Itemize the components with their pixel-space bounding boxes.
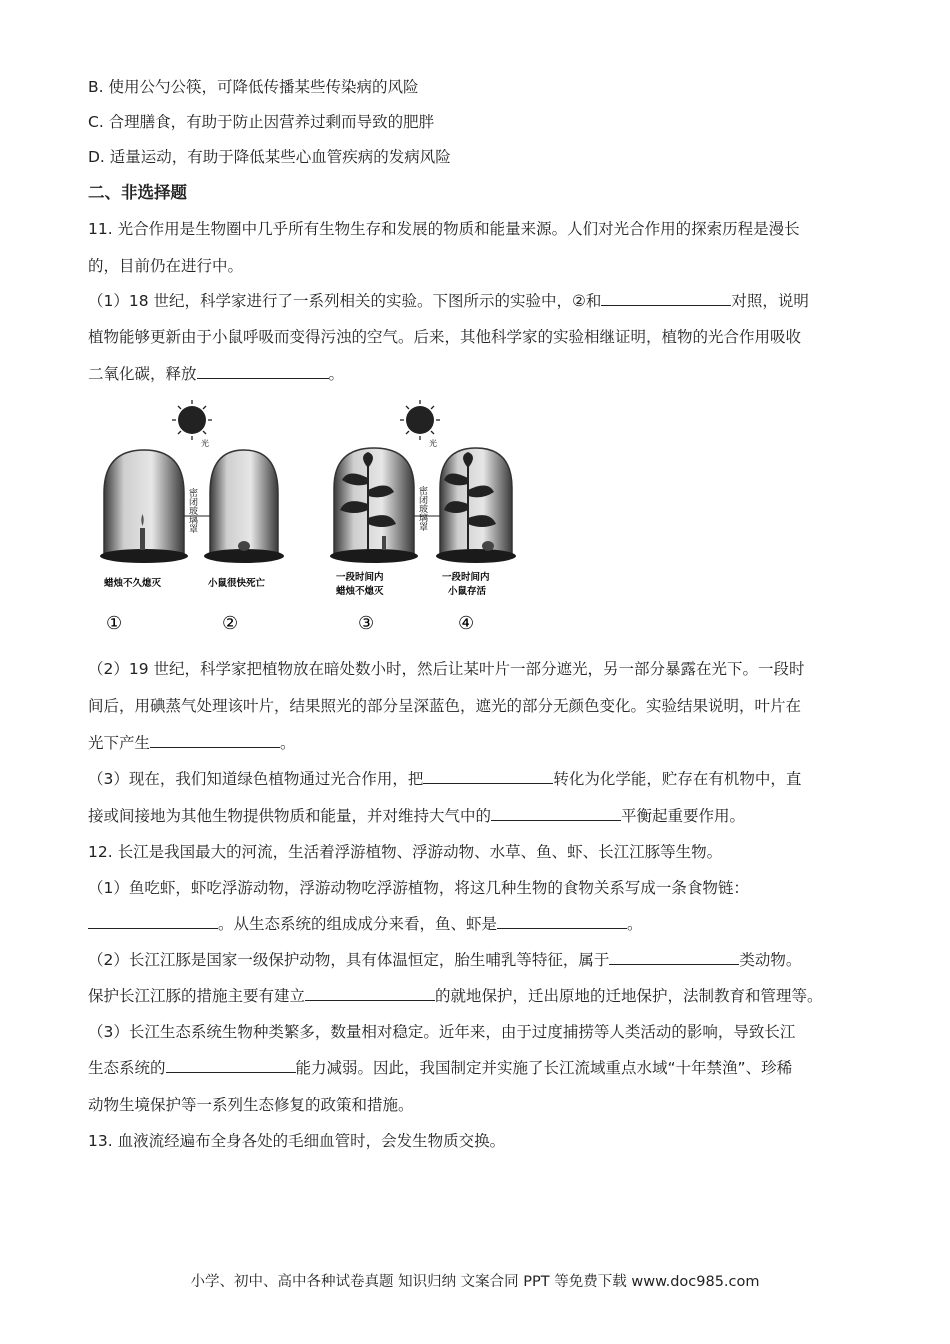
jar-label: 密闭玻璃罩 (187, 488, 197, 533)
q12-p1-text-c: 。 (627, 915, 643, 933)
option-d: D. 适量运动，有助于降低某些心血管疾病的发病风险 (88, 148, 451, 166)
q11-p3-text-d: 平衡起重要作用。 (621, 807, 746, 825)
candle-icon (140, 528, 145, 550)
q12-p1-text-b: 。从生态系统的组成成分来看，鱼、虾是 (218, 915, 498, 933)
q12-part2-line1 (88, 950, 801, 970)
q12-part3-line2 (88, 1058, 792, 1078)
caption-3a: 一段时间内 (336, 572, 384, 583)
light-label: 光 (201, 439, 209, 448)
q12-p2-text-c: 保护长江江豚的措施主要有建立 (88, 987, 306, 1005)
q12-p3-text-b: 生态系统的 (88, 1059, 166, 1077)
q11-part1-line3 (88, 364, 344, 384)
bell-jar-1 (100, 450, 188, 563)
q11-part3-line2 (88, 806, 745, 826)
candle-icon (382, 536, 386, 550)
answer-blank[interactable] (88, 914, 218, 929)
caption-3b: 蜡烛不熄灭 (336, 586, 384, 597)
q11-p3-text-b: 转化为化学能，贮存在有机物中，直 (553, 770, 802, 788)
option-c: C. 合理膳食，有助于防止因营养过剩而导致的肥胖 (88, 113, 435, 131)
answer-blank[interactable] (497, 914, 627, 929)
q11-p2-text-c: 光下产生 (88, 734, 151, 752)
q11-part2-line3 (88, 733, 296, 753)
caption-4a: 一段时间内 (442, 572, 490, 583)
mouse-icon (238, 541, 250, 551)
q12-part2-line2 (88, 986, 823, 1006)
jar-label: 密闭玻璃罩 (417, 486, 427, 531)
page-footer: 小学、初中、高中各种试卷真题 知识归纳 文案合同 PPT 等免费下载 www.doc985.com (190, 1274, 760, 1290)
option-b: B. 使用公勺公筷，可降低传播某些传染病的风险 (88, 78, 419, 96)
q12-p2-text-d: 的就地保护，迁出原地的迁地保护，法制教育和管理等。 (435, 987, 823, 1005)
q11-p1-text-a: （1）18 世纪，科学家进行了一系列相关的实验。下图所示的实验中，②和 (88, 292, 602, 310)
q13-stem: 13. 血液流经遍布全身各处的毛细血管时，会发生物质交换。 (88, 1132, 506, 1150)
answer-blank[interactable] (491, 806, 621, 821)
figure-number-3: ③ (358, 613, 375, 634)
answer-blank[interactable] (197, 364, 329, 379)
answer-blank[interactable] (166, 1058, 296, 1073)
answer-blank[interactable] (150, 733, 280, 748)
experiment-figure (96, 398, 516, 638)
bell-jar-3 (330, 448, 418, 563)
q11-p3-text-c: 接或间接地为其他生物提供物质和能量，并对维持大气中的 (88, 807, 492, 825)
figure-number-1: ① (106, 613, 123, 634)
q12-p2-text-b: 类动物。 (739, 951, 802, 969)
caption-4b: 小鼠存活 (448, 586, 487, 597)
q11-part2-line1: （2）19 世纪，科学家把植物放在暗处数小时，然后让某叶片一部分遮光，另一部分暴露在光下。一段时 (88, 660, 805, 678)
q12-p3-text-c: 能力减弱。因此，我国制定并实施了长江流域重点水域“十年禁渔”、珍稀 (295, 1059, 793, 1077)
q11-p2-text-d: 。 (280, 734, 296, 752)
q11-part2-line2: 间后，用碘蒸气处理该叶片，结果照光的部分呈深蓝色，遮光的部分无颜色变化。实验结果说明，叶片在 (88, 697, 802, 715)
section-title: 二、非选择题 (88, 183, 187, 202)
answer-blank[interactable] (609, 950, 739, 965)
q11-stem-line2: 的，目前仍在进行中。 (88, 257, 244, 275)
bell-jar-2 (204, 450, 284, 563)
q11-part3-line1 (88, 769, 801, 789)
caption-2: 小鼠很快死亡 (208, 578, 266, 589)
q11-stem-line1: 11. 光合作用是生物圈中几乎所有生物生存和发展的物质和能量来源。人们对光合作用的探索历程是漫长 (88, 220, 800, 238)
answer-blank[interactable] (305, 986, 435, 1001)
bell-jar-4 (436, 448, 516, 563)
q12-part1-line2 (88, 914, 643, 934)
sun-icon (400, 400, 440, 440)
q11-p1-text-b: 对照，说明 (731, 292, 809, 310)
q12-part3-line3: 动物生境保护等一系列生态修复的政策和措施。 (88, 1096, 414, 1114)
answer-blank[interactable] (423, 769, 553, 784)
q11-part1-line2: 植物能够更新由于小鼠呼吸而变得污浊的空气。后来，其他科学家的实验相继证明，植物的光合作用吸收 (88, 328, 802, 346)
sun-icon (172, 400, 212, 440)
figure-number-2: ② (222, 613, 239, 634)
light-label: 光 (429, 439, 437, 448)
q12-part3-line1: （3）长江生态系统生物种类繁多，数量相对稳定。近年来，由于过度捕捞等人类活动的影响，导致长江 (88, 1023, 796, 1041)
caption-1: 蜡烛不久熄灭 (104, 578, 162, 589)
q12-stem: 12. 长江是我国最大的河流，生活着浮游植物、浮游动物、水草、鱼、虾、长江江豚等生物。 (88, 843, 723, 861)
q11-part1-line1 (88, 291, 809, 311)
mouse-icon (482, 541, 494, 551)
figure-number-4: ④ (458, 613, 475, 634)
q12-part1-line1: （1）鱼吃虾，虾吃浮游动物，浮游动物吃浮游植物，将这几种生物的食物关系写成一条食物链： (88, 879, 749, 897)
q11-p1-text-d: 二氧化碳，释放 (88, 365, 197, 383)
q11-p1-text-e: 。 (328, 365, 345, 383)
q12-p2-text-a: （2）长江江豚是国家一级保护动物，具有体温恒定，胎生哺乳等特征，属于 (88, 951, 610, 969)
answer-blank[interactable] (601, 291, 731, 306)
q11-p3-text-a: （3）现在，我们知道绿色植物通过光合作用，把 (88, 770, 424, 788)
